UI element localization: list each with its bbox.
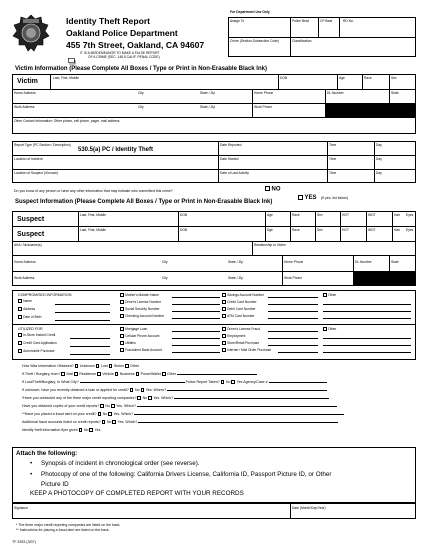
cp-beat-field[interactable]: CP Beat bbox=[320, 19, 333, 23]
utilized-auto-option[interactable]: Automobile Purchase bbox=[18, 349, 54, 354]
suspect-1-eyes-field[interactable]: Eyes bbox=[406, 213, 414, 217]
police-beat-field[interactable]: Police Beat bbox=[292, 19, 309, 23]
agency-case-input[interactable] bbox=[269, 380, 327, 383]
suspect-relationship-field[interactable]: Relationship to Victim bbox=[254, 243, 286, 247]
suspect-home-address-field[interactable]: Home Address bbox=[14, 260, 36, 264]
copies-yes-checkbox[interactable] bbox=[111, 404, 115, 408]
suspect-2-race-field[interactable]: Race bbox=[292, 228, 300, 232]
compromised-credit-option[interactable]: Credit Card Number bbox=[222, 300, 257, 305]
q-flyer-given: Identity theft information flyer given No Yes bbox=[22, 428, 101, 432]
attach-title: Attach the following: bbox=[16, 450, 78, 457]
loan-yes-checkbox[interactable] bbox=[141, 388, 145, 392]
victim-home-city-label: City bbox=[138, 91, 144, 95]
day-last-activity-field[interactable]: Day bbox=[376, 171, 382, 175]
suspect-home-city-label: City bbox=[162, 260, 168, 264]
utilized-employment-option[interactable]: Employment bbox=[222, 334, 245, 339]
from-mail-checkbox[interactable] bbox=[61, 372, 65, 376]
victim-age-field[interactable]: Age bbox=[339, 76, 345, 80]
q-theft-from: If Theft / Burglary, from? Mail Residence Vehicle Business Purse/Wallet Other bbox=[22, 372, 257, 376]
badge-icon bbox=[11, 13, 51, 53]
signature-field[interactable]: Signature bbox=[14, 506, 29, 510]
footnote-2: ** Instructions for placing a fraud alert are listed on the back. bbox=[16, 528, 110, 532]
warning-icon bbox=[68, 52, 76, 59]
utilized-utilities-option[interactable]: Utilities bbox=[120, 341, 136, 346]
form-title: Identity Theft Report bbox=[66, 16, 151, 26]
suspect-dl-state-field[interactable]: State bbox=[391, 260, 399, 264]
signature-box bbox=[12, 503, 416, 519]
suspect-2-name-field[interactable]: Last, First, Middle bbox=[80, 228, 107, 232]
suspect-2-eyes-field[interactable]: Eyes bbox=[406, 228, 414, 232]
compromised-dl-option[interactable]: Driver's License Number bbox=[120, 300, 161, 305]
alert-which-input[interactable] bbox=[134, 412, 344, 415]
date-started-field[interactable]: Date Started bbox=[220, 157, 239, 161]
knowledge-no-option[interactable] bbox=[265, 186, 281, 192]
obtained-stolen-checkbox[interactable] bbox=[109, 364, 113, 368]
suspect-2-sex-field[interactable]: Sex bbox=[317, 228, 323, 232]
compromised-dob-checkbox[interactable] bbox=[18, 315, 22, 319]
q-loan-applied: If unknown, have you recently obtained a loan or applied for credit? No Yes. Where? bbox=[22, 388, 327, 392]
utilized-dl-fraud-option[interactable]: Driver's License Fraud bbox=[222, 327, 260, 332]
compromised-atm-option[interactable]: ATM Card Number bbox=[222, 314, 255, 319]
loan-no-checkbox[interactable] bbox=[130, 388, 134, 392]
contacted-yes-checkbox[interactable] bbox=[148, 396, 152, 400]
victim-sex-field[interactable]: Sex bbox=[391, 76, 397, 80]
report-info-box bbox=[12, 141, 416, 183]
report-taken-no-checkbox[interactable] bbox=[221, 380, 225, 384]
signature-date-field[interactable]: Date (Month/Day/Year) bbox=[292, 506, 326, 510]
obtained-unknown-checkbox[interactable] bbox=[75, 364, 79, 368]
utilized-title: UTILIZED FOR bbox=[18, 327, 43, 331]
suspect-1-label: Suspect bbox=[17, 216, 45, 223]
suspect-1-hair-field[interactable]: Hair bbox=[394, 213, 401, 217]
suspect-section-title: Suspect Information (Please Complete All Boxes / Type or Print in Non-Erasable Black Ink) bbox=[15, 199, 273, 205]
theft-city-input[interactable] bbox=[80, 380, 185, 383]
form-number: TF 3253 (3/07) bbox=[12, 540, 36, 544]
victim-label: Victim bbox=[17, 78, 38, 85]
suspect-dl-number-field[interactable]: DL Number bbox=[355, 260, 372, 264]
alert-yes-checkbox[interactable] bbox=[108, 412, 112, 416]
suspect-aka-field[interactable]: AKA / Nickname(s) bbox=[14, 243, 42, 247]
q-how-obtained: How Was Information Obtained? Unknown Lost Stolen Other bbox=[22, 364, 140, 368]
utilized-instore-option[interactable]: In-Store Instant Credit bbox=[18, 333, 55, 338]
compromised-savings-checkbox[interactable] bbox=[222, 293, 226, 297]
obtained-lost-checkbox[interactable] bbox=[96, 364, 100, 368]
utilized-cellular-checkbox[interactable] bbox=[120, 334, 124, 338]
victim-other-contact-field[interactable]: Other Contact Information: Other phone, cell phone, pager, mail address bbox=[14, 119, 120, 123]
compromised-title: COMPROMISED INFORMATION bbox=[18, 293, 72, 297]
utilized-retail-checkbox[interactable] bbox=[222, 341, 226, 345]
utilized-retail-option[interactable]: Store/Retail Purchase bbox=[222, 341, 259, 346]
suspect-1-age-field[interactable]: Age bbox=[267, 213, 273, 217]
location-incident-field[interactable]: Location of Incident bbox=[14, 157, 43, 161]
utilized-dl-fraud-checkbox[interactable] bbox=[222, 327, 226, 331]
department-use-label: For Department Use Only bbox=[230, 10, 270, 14]
compromised-ssn-option[interactable]: Social Security Number bbox=[120, 307, 160, 312]
utilized-utilities-checkbox[interactable] bbox=[120, 341, 124, 345]
contacted-no-checkbox[interactable] bbox=[137, 396, 141, 400]
attach-bullet-1: • bbox=[30, 460, 33, 467]
attach-item-1: Synopsis of incident in chronological order (see reverse). bbox=[41, 460, 200, 467]
suspect-work-state-zip-label: State / Zip bbox=[228, 276, 244, 280]
utilized-employment-checkbox[interactable] bbox=[222, 334, 226, 338]
suspect-2-dob-field[interactable]: DOB bbox=[180, 228, 188, 232]
victim-home-address-field[interactable]: Home Address bbox=[14, 91, 36, 95]
victim-dl-state-field[interactable]: State bbox=[391, 91, 399, 95]
suspect-work-city-label: City bbox=[162, 276, 168, 280]
q-credit-copies: Have you obtained copies of your credit reports? No Yes. Which? bbox=[22, 404, 337, 408]
keep-photocopy-note: KEEP A PHOTOCOPY OF COMPLETED REPORT WITH YOUR RECORDS bbox=[30, 490, 244, 497]
victim-work-phone-field[interactable]: Work Phone bbox=[254, 105, 273, 109]
compromised-checking-option[interactable]: Checking Account Number bbox=[120, 314, 164, 319]
attach-bullet-2: • bbox=[30, 471, 33, 478]
utilized-internet-option[interactable]: Internet / Mail Order Purchase bbox=[222, 348, 271, 353]
date-last-activity-field[interactable]: Date of Last Activity bbox=[220, 171, 249, 175]
compromised-address-option[interactable]: Address bbox=[18, 307, 35, 312]
utilized-internet-checkbox[interactable] bbox=[222, 348, 226, 352]
utilized-bank-checkbox[interactable] bbox=[120, 348, 124, 352]
department-name: Oakland Police Department bbox=[66, 28, 178, 38]
compromised-savings-option[interactable]: Savings Account Number bbox=[222, 293, 264, 298]
alert-no-checkbox[interactable] bbox=[98, 412, 102, 416]
victim-dob-field[interactable]: DOB bbox=[280, 76, 288, 80]
suspect-1-sex-field[interactable]: Sex bbox=[317, 213, 323, 217]
compromised-maiden-checkbox[interactable] bbox=[120, 293, 124, 297]
classification-field[interactable]: Classification bbox=[292, 39, 312, 43]
compromised-atm-checkbox[interactable] bbox=[222, 314, 226, 318]
false-report-warning-2: OF A CRIME (SEC. 148.5 CALIF. PENAL CODE) bbox=[88, 55, 160, 59]
knowledge-yes-checkbox[interactable] bbox=[298, 195, 303, 200]
utilized-instore-checkbox[interactable] bbox=[18, 333, 22, 337]
compromised-address-checkbox[interactable] bbox=[18, 307, 22, 311]
compromised-name-checkbox[interactable] bbox=[18, 299, 22, 303]
suspect-1-hgt-field[interactable]: HGT bbox=[342, 213, 349, 217]
flyer-yes-checkbox[interactable] bbox=[89, 428, 93, 432]
utilized-mortgage-option[interactable]: Mortgage Loan bbox=[120, 327, 147, 332]
location-suspect-field[interactable]: Location of Suspect (if known) bbox=[14, 171, 59, 175]
compromised-other-checkbox[interactable] bbox=[323, 293, 327, 297]
time-started-field[interactable]: Time bbox=[329, 157, 337, 161]
victim-section-title: Victim Information (Please Complete All Boxes / Type or Print in Non-Erasable Black Ink) bbox=[15, 66, 267, 72]
report-type-value: 530.5(a) PC / Identity Theft bbox=[78, 147, 154, 153]
suspect-1-wgt-field[interactable]: WGT bbox=[368, 213, 376, 217]
knowledge-question: Do you know of any person or have any other information that may indicate who committed this crime? bbox=[14, 189, 173, 193]
attach-item-2a: Photocopy of one of the following: California Drivers License, California ID, Passport Picture ID, or Other bbox=[41, 471, 332, 478]
victim-work-city-label: City bbox=[138, 105, 144, 109]
victim-home-state-zip-label: State / Zip bbox=[200, 91, 216, 95]
compromised-debit-checkbox[interactable] bbox=[222, 307, 226, 311]
q-additional-accounts: Additional fraud accounts listed on credit reports? No Yes. Which? bbox=[22, 420, 338, 424]
victim-work-state-zip-label: State / Zip bbox=[200, 105, 216, 109]
victim-home-phone-field[interactable]: Home Phone bbox=[254, 91, 274, 95]
knowledge-yes-note: (If yes, list below) bbox=[320, 196, 349, 200]
from-purse-checkbox[interactable] bbox=[136, 372, 140, 376]
suspect-home-state-zip-label: State / Zip bbox=[228, 260, 244, 264]
utilized-cc-app-checkbox[interactable] bbox=[18, 341, 22, 345]
suspect-1-dob-field[interactable]: DOB bbox=[180, 213, 188, 217]
compromised-credit-checkbox[interactable] bbox=[222, 300, 226, 304]
suspect-home-phone-field[interactable]: Home Phone bbox=[284, 260, 304, 264]
date-reported-field[interactable]: Date Reported bbox=[220, 143, 242, 147]
day-reported-field[interactable]: Day bbox=[376, 143, 382, 147]
rd-number-field[interactable]: RD No. bbox=[343, 19, 354, 23]
compromised-dob-option[interactable]: Date of Birth bbox=[18, 315, 41, 320]
suspect-1-race-field[interactable]: Race bbox=[292, 213, 300, 217]
victim-work-address-field[interactable]: Work Address bbox=[14, 105, 35, 109]
department-badge bbox=[11, 13, 51, 53]
from-residence-checkbox[interactable] bbox=[74, 372, 78, 376]
knowledge-no-checkbox[interactable] bbox=[265, 186, 270, 191]
copies-which-input[interactable] bbox=[137, 404, 337, 407]
utilized-auto-checkbox[interactable] bbox=[18, 349, 22, 353]
suspect-2-hair-field[interactable]: Hair bbox=[394, 228, 401, 232]
victim-name-field[interactable]: Last, First, Middle bbox=[53, 76, 80, 80]
utilized-cellular-option[interactable]: Cellular Phone Account bbox=[120, 334, 159, 339]
utilized-other-checkbox[interactable] bbox=[323, 327, 327, 331]
additional-yes-checkbox[interactable] bbox=[112, 420, 116, 424]
compromised-utilized-box bbox=[12, 290, 416, 360]
from-business-checkbox[interactable] bbox=[115, 372, 119, 376]
q-fraud-alert: **Have you placed a fraud alert on your credit? No Yes. Which? bbox=[22, 412, 344, 416]
copies-no-checkbox[interactable] bbox=[100, 404, 104, 408]
assign-to-field[interactable]: Assign To bbox=[230, 19, 245, 23]
from-other-checkbox[interactable] bbox=[162, 372, 166, 376]
false-report-warning-1: IT IS A MISDEMEANOR TO MAKE A FALSE REPORT bbox=[80, 51, 160, 55]
utilized-bank-option[interactable]: Fraudulent Bank Account bbox=[120, 348, 162, 353]
from-vehicle-checkbox[interactable] bbox=[97, 372, 101, 376]
additional-no-checkbox[interactable] bbox=[102, 420, 106, 424]
flyer-no-checkbox[interactable] bbox=[79, 428, 83, 432]
suspect-blackout-box bbox=[353, 271, 416, 286]
victim-race-field[interactable]: Race bbox=[364, 76, 372, 80]
compromised-debit-option[interactable]: Debit Card Number bbox=[222, 307, 256, 312]
q-theft-city: If Lost/Theft/Burglary, In What City? Police Report Taken? No Yes Agency/Case # bbox=[22, 380, 327, 384]
footnote-1: * The three major credit reporting companies are listed on the back. bbox=[16, 523, 121, 527]
utilized-cc-app-option[interactable]: Credit Card Application bbox=[18, 341, 57, 346]
compromised-name-option[interactable]: Name bbox=[18, 299, 32, 304]
crime-section-field[interactable]: Crime (Section-Subsection Code) bbox=[230, 39, 280, 43]
victim-blackout-box bbox=[325, 103, 416, 117]
suspect-2-age-field[interactable]: Age bbox=[267, 228, 273, 232]
suspect-work-phone-field[interactable]: Work Phone bbox=[284, 276, 303, 280]
report-taken-yes-checkbox[interactable] bbox=[231, 380, 235, 384]
time-reported-field[interactable]: Time bbox=[329, 143, 337, 147]
compromised-checking-checkbox[interactable] bbox=[120, 314, 124, 318]
suspect-1-name-field[interactable]: Last, First, Middle bbox=[80, 213, 107, 217]
day-started-field[interactable]: Day bbox=[376, 157, 382, 161]
loan-where-input[interactable] bbox=[167, 388, 327, 391]
report-type-label: Report Type (PC Section / Description) bbox=[14, 143, 71, 147]
knowledge-yes-label: YES bbox=[304, 195, 317, 201]
suspect-work-address-field[interactable]: Work Address bbox=[14, 276, 35, 280]
q-contacted-credit: *Have you contacted any of the three major credit reporting companies? No Yes. Which? bbox=[22, 396, 329, 400]
suspect-2-label: Suspect bbox=[17, 231, 45, 238]
obtained-other-checkbox[interactable] bbox=[125, 364, 129, 368]
compromised-ssn-checkbox[interactable] bbox=[120, 307, 124, 311]
suspect-2-wgt-field[interactable]: WGT bbox=[368, 228, 376, 232]
utilized-mortgage-checkbox[interactable] bbox=[120, 327, 124, 331]
additional-which-input[interactable] bbox=[138, 420, 338, 423]
time-last-activity-field[interactable]: Time bbox=[329, 171, 337, 175]
victim-dl-number-field[interactable]: DL Number bbox=[327, 91, 344, 95]
department-address: 455 7th Street, Oakland, CA 94607 bbox=[66, 40, 205, 50]
compromised-other-option[interactable]: Other bbox=[323, 293, 336, 298]
suspect-2-hgt-field[interactable]: HGT bbox=[342, 228, 349, 232]
utilized-other-option[interactable]: Other bbox=[323, 327, 336, 332]
compromised-dl-checkbox[interactable] bbox=[120, 300, 124, 304]
attach-item-2b: Picture ID bbox=[41, 481, 69, 488]
knowledge-no-label: NO bbox=[271, 186, 281, 193]
knowledge-yes-option[interactable] bbox=[298, 186, 348, 204]
compromised-maiden-option[interactable]: Mother's Maiden Name bbox=[120, 293, 159, 298]
contacted-which-input[interactable] bbox=[174, 396, 329, 399]
